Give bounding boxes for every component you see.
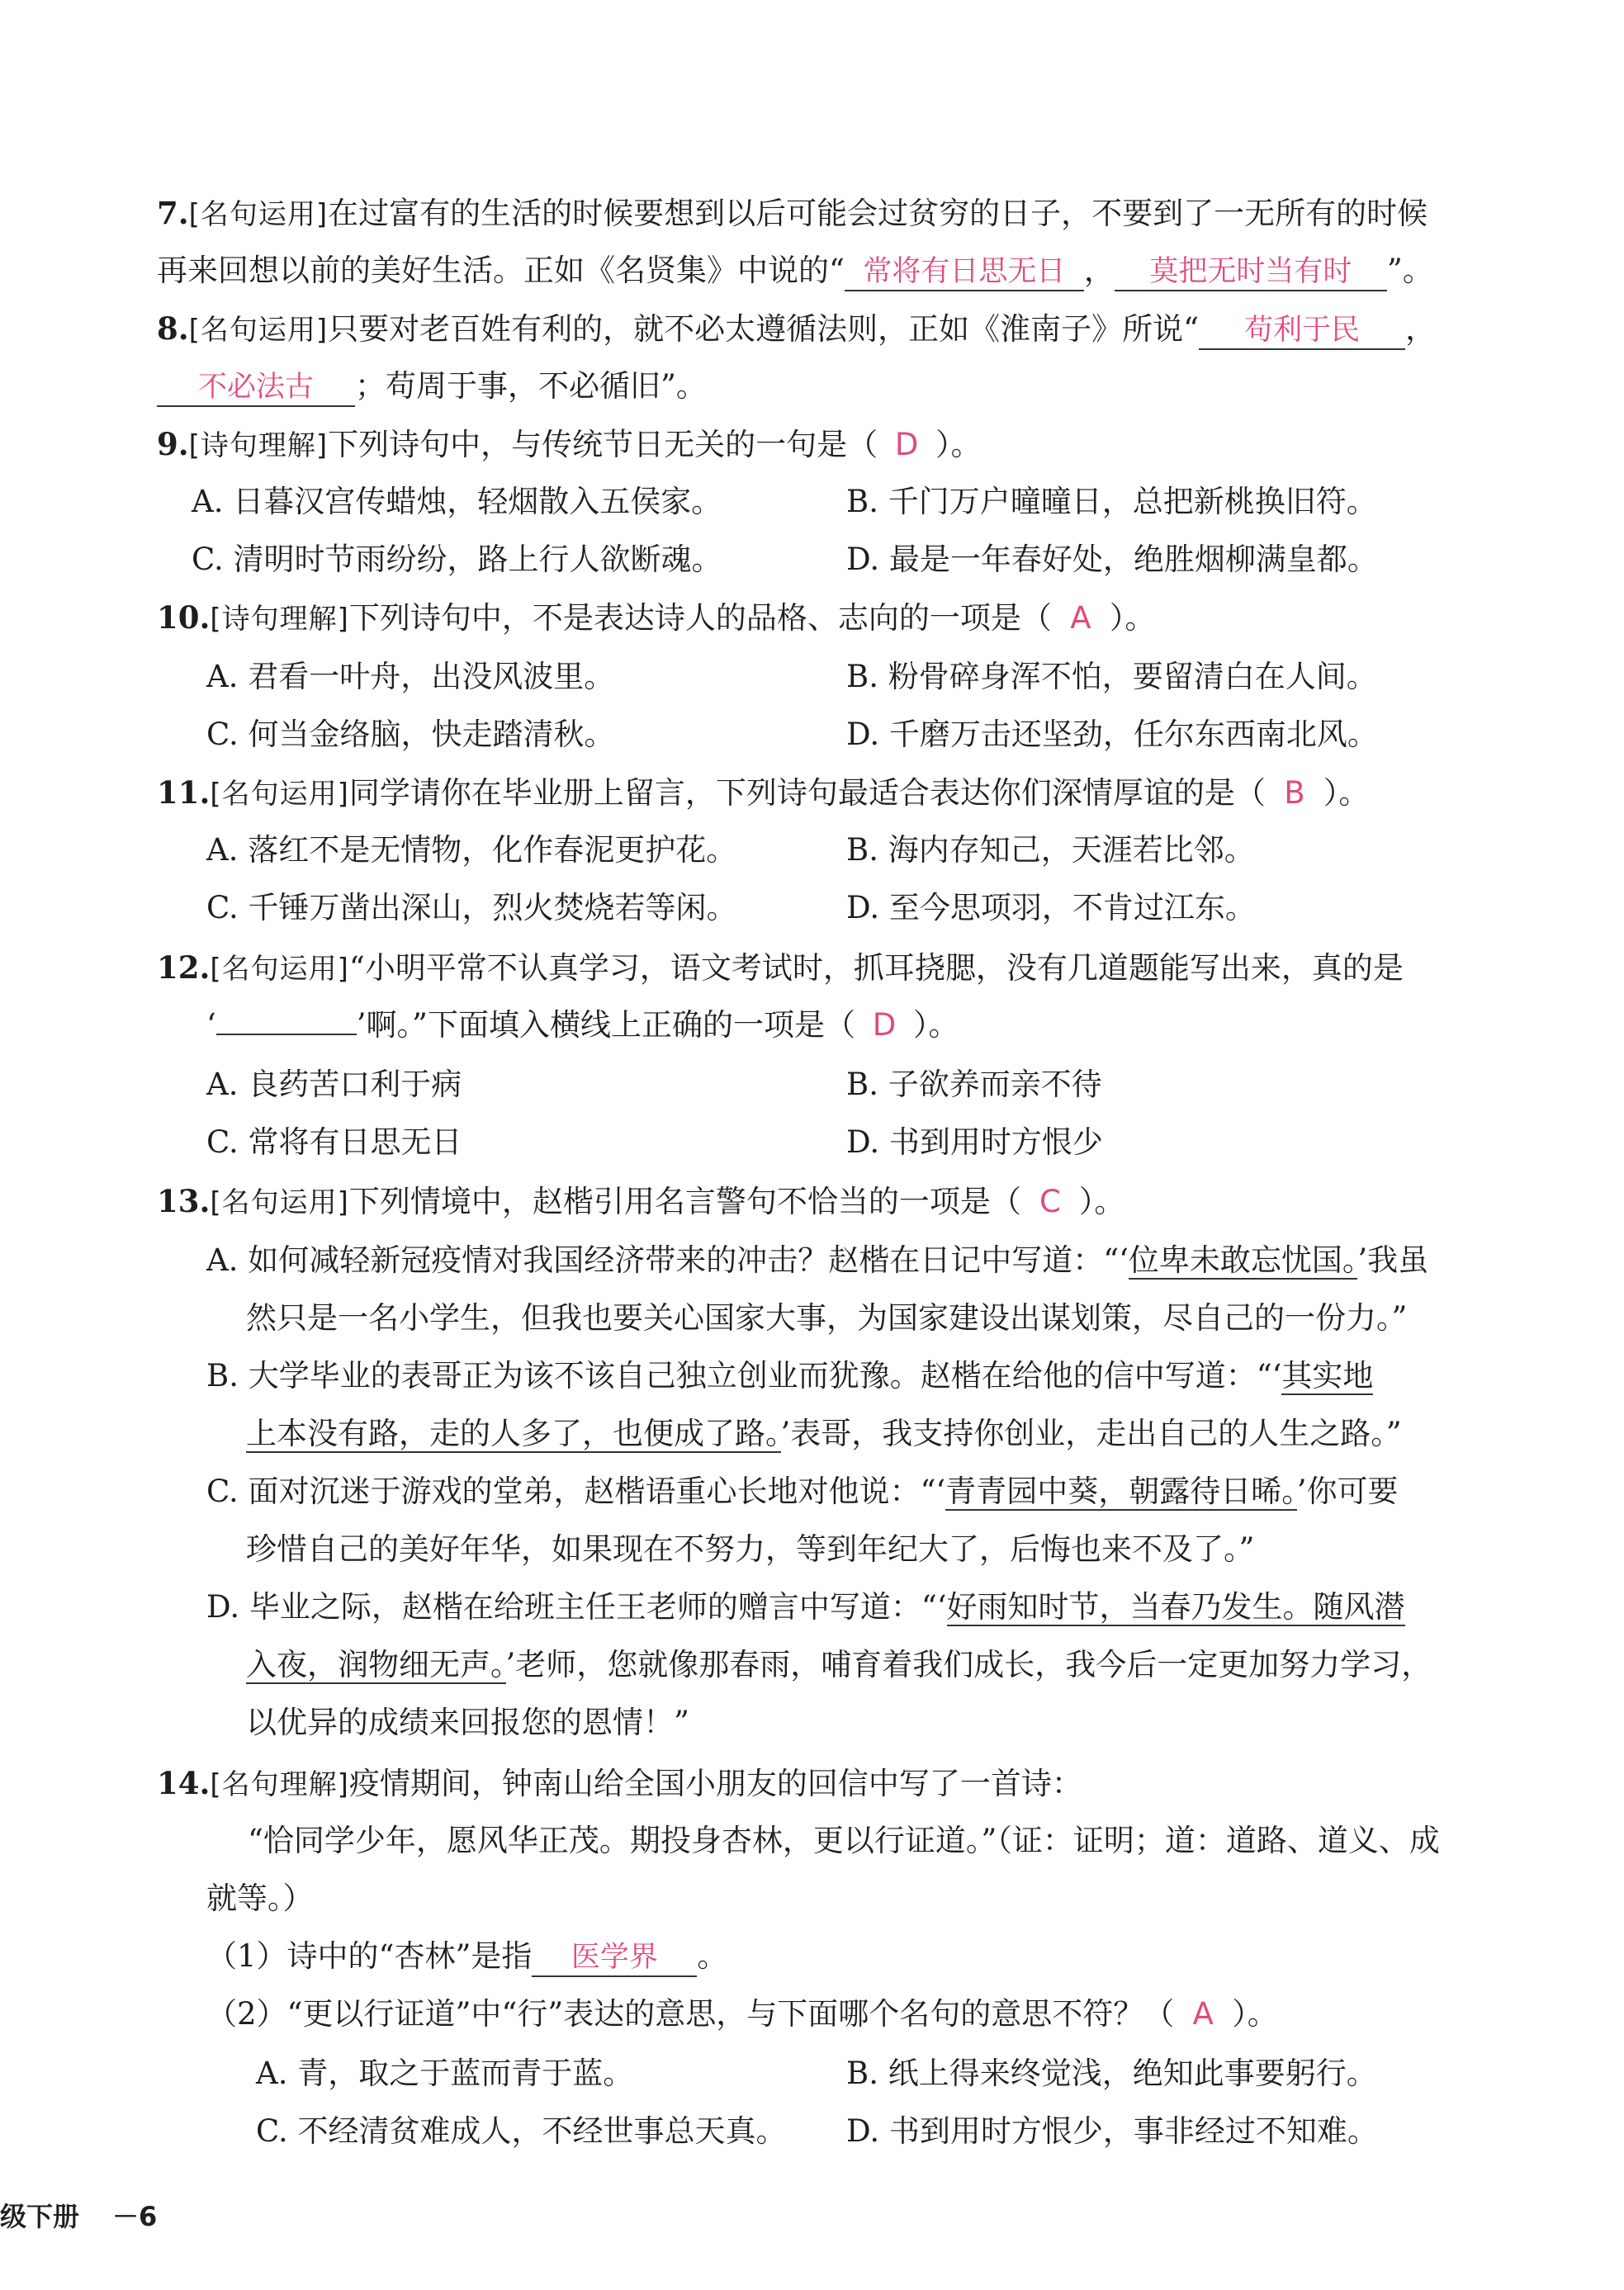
- q12-answer: D: [872, 1007, 897, 1043]
- q9-option-d: D. 最是一年春好处，绝胜烟柳满皇都。: [846, 542, 1378, 577]
- q11-tag: [名句运用]: [210, 778, 349, 811]
- q9-option-b: B. 千门万户曈曈日，总把新桃换旧符。: [846, 484, 1377, 519]
- q13-b-quote-2: 上本没有路，走的人多了，也便成了路。: [246, 1416, 781, 1451]
- q14-option-c: C. 不经清贫难成人，不经世事总天真。: [256, 2113, 787, 2149]
- q8-line1: [157, 304, 1496, 353]
- q12-blank: [216, 1034, 357, 1035]
- q14-sub2-answer: A: [1192, 1996, 1214, 2032]
- q13-a-text: A. 如何减轻新冠疫情对我国经济带来的冲击？赵楷在日记中写道：“‘: [206, 1242, 1129, 1278]
- q10-answer: A: [1070, 600, 1091, 636]
- q12-line2: [206, 1001, 1496, 1050]
- q8-text-2: ；苟周于事，不必循旧”。: [355, 368, 707, 404]
- q12-option-a: A. 良药苦口利于病: [206, 1067, 462, 1102]
- q12-option-d: D. 书到用时方恨少: [846, 1124, 1103, 1160]
- q7-end: ”。: [1386, 253, 1433, 288]
- q11-number: 11.: [157, 774, 211, 811]
- q8-answer-2: 不必法古: [157, 369, 355, 407]
- q12-end: ）。: [912, 1007, 959, 1043]
- q10-option-b: B. 粉骨碎身浑不怕，要留清白在人间。: [846, 659, 1377, 694]
- q13-option-c-line2: 珍惜自己的美好年华，如果现在不努力，等到年纪大了，后悔也来不及了。”: [246, 1531, 1255, 1567]
- q9-option-c: C. 清明时节雨纷纷，路上行人欲断魂。: [192, 542, 722, 577]
- footer-page-number: －6: [112, 2201, 158, 2232]
- q12-line1: [157, 943, 1496, 992]
- q14-stem: [157, 1758, 1496, 1808]
- q10-option-d: D. 千磨万击还坚劲，任尔东西南北风。: [846, 717, 1378, 752]
- q11-end: ）。: [1323, 775, 1370, 811]
- q7-comma: ，: [1083, 253, 1115, 288]
- q12-option-c: C. 常将有日思无日: [206, 1124, 462, 1160]
- q13-option-d-line3: 以优异的成绩来回报您的恩情！”: [246, 1705, 689, 1740]
- q14-sub2-end: ）。: [1232, 1996, 1278, 2032]
- q10-tag: [诗句理解]: [210, 603, 349, 636]
- q13-c-end: ’你可要: [1296, 1474, 1399, 1509]
- q13-end: ）。: [1078, 1184, 1125, 1219]
- q14-sub1-end: 。: [697, 1938, 728, 1974]
- q14-sub1-text: （1）诗中的“杏林”是指: [206, 1938, 533, 1974]
- q14-tag: [名句理解]: [210, 1768, 349, 1801]
- q10-number: 10.: [157, 599, 211, 636]
- q12-quote-open: ‘: [206, 1007, 216, 1043]
- q9-text: 下列诗句中，与传统节日无关的一句是（: [328, 427, 878, 462]
- q11-text: 同学请你在毕业册上留言，下列诗句最适合表达你们深情厚谊的是（: [348, 775, 1266, 811]
- q13-d-text: D. 毕业之际，赵楷在给班主任王老师的赠言中写道：“‘: [206, 1589, 947, 1625]
- q14-poem-line2: 就等。）: [206, 1881, 314, 1916]
- q8-answer-1: 苟利于民: [1199, 312, 1405, 350]
- q9-end: ）。: [935, 427, 982, 462]
- q7-text-2: 再来回想以前的美好生活。正如《名贤集》中说的“: [157, 253, 845, 288]
- q8-text: 只要对老百姓有利的，就不必太遵循法则，正如《淮南子》所说“: [328, 311, 1200, 347]
- q7-number: 7.: [157, 195, 189, 231]
- q13-option-b-line2: [246, 1409, 1496, 1459]
- q13-text: 下列情境中，赵楷引用名言警句不恰当的一项是（: [348, 1184, 1021, 1219]
- q14-sub1-answer: 医学界: [532, 1939, 697, 1977]
- q14-option-a: A. 青，取之于蓝而青于蓝。: [256, 2056, 634, 2091]
- q13-b-quote-1: 其实地: [1281, 1358, 1374, 1393]
- q8-number: 8.: [157, 310, 189, 347]
- q13-c-text: C. 面对沉迷于游戏的堂弟，赵楷语重心长地对他说：“‘: [206, 1474, 946, 1509]
- q14-poem-line1: “恰同学少年，愿风华正茂。期投身杏林，更以行证道。”（证：证明；道：道路、道义、成: [248, 1823, 1440, 1858]
- q13-a-quote: 位卑未敢忘忧国。: [1128, 1242, 1358, 1278]
- q7-line1: [157, 188, 1496, 238]
- q11-option-a: A. 落红不是无情物，化作春泥更护花。: [206, 832, 737, 868]
- q13-d-quote-2: 入夜，润物细无声。: [246, 1647, 506, 1682]
- q14-sub1: [206, 1932, 1496, 1981]
- q9-stem: [157, 419, 1496, 469]
- page-footer: [0, 2196, 190, 2234]
- q9-answer: D: [894, 427, 919, 462]
- q12-text-2: ’啊。”下面填入横线上正确的一项是（: [356, 1007, 855, 1043]
- q13-option-a-line1: [206, 1236, 1496, 1285]
- q13-option-d-line1: [206, 1583, 1496, 1632]
- q13-b-end: ’表哥，我支持你创业，走出自己的人生之路。”: [780, 1416, 1402, 1451]
- q10-end: ）。: [1109, 600, 1156, 636]
- q14-option-b: B. 纸上得来终觉浅，绝知此事要躬行。: [846, 2056, 1377, 2091]
- q7-text: 在过富有的生活的时候要想到以后可能会过贫穷的日子，不要到了一无所有的时候: [328, 196, 1428, 231]
- q13-d-end: ’老师，您就像那春雨，哺育着我们成长，我今后一定更加努力学习，: [505, 1647, 1432, 1682]
- footer-grade: 级下册: [0, 2201, 80, 2232]
- q13-option-b-line1: [206, 1351, 1496, 1401]
- q13-d-quote-1: 好雨知时节，当春乃发生。随风潜: [946, 1589, 1405, 1625]
- q14-option-d: D. 书到用时方恨少，事非经过不知难。: [846, 2113, 1378, 2149]
- q7-tag: [名句运用]: [188, 198, 329, 231]
- q10-option-c: C. 何当金络脑，快走踏清秋。: [206, 717, 615, 752]
- q8-line2: [157, 362, 1496, 411]
- q14-sub2: [206, 1990, 1496, 2039]
- q10-option-a: A. 君看一叶舟，出没风波里。: [206, 659, 615, 694]
- q12-tag: [名句运用]: [210, 953, 349, 986]
- q9-number: 9.: [157, 426, 189, 462]
- q8-tag: [名句运用]: [188, 314, 329, 347]
- q12-text: “小明平常不认真学习，语文考试时，抓耳挠腮，没有几道题能写出来，真的是: [348, 950, 1404, 986]
- q13-a-end: ’我虽: [1357, 1242, 1429, 1278]
- q12-option-b: B. 子欲养而亲不待: [846, 1067, 1102, 1102]
- q13-stem: [157, 1176, 1496, 1226]
- q9-option-a: A. 日暮汉宫传蜡烛，轻烟散入五侯家。: [192, 484, 722, 519]
- q14-text: 疫情期间，钟南山给全国小朋友的回信中写了一首诗：: [348, 1766, 1082, 1801]
- q13-c-quote: 青青园中葵，朝露待日晞。: [945, 1474, 1297, 1509]
- q11-answer: B: [1284, 775, 1305, 811]
- q7-answer-2: 莫把无时当有时: [1115, 253, 1387, 291]
- q13-number: 13.: [157, 1183, 211, 1219]
- q7-answer-1: 常将有日思无日: [845, 253, 1084, 291]
- q8-comma: ，: [1405, 311, 1437, 347]
- q13-b-text: B. 大学毕业的表哥正为该不该自己独立创业而犹豫。赵楷在给他的信中写道：“‘: [206, 1358, 1282, 1393]
- q10-stem: [157, 593, 1496, 642]
- q13-tag: [名句运用]: [210, 1186, 349, 1219]
- q12-number: 12.: [157, 949, 211, 986]
- q14-number: 14.: [157, 1765, 211, 1801]
- q11-option-d: D. 至今思项羽，不肯过江东。: [846, 890, 1256, 925]
- q13-answer: C: [1039, 1184, 1061, 1219]
- q11-option-c: C. 千锤万凿出深山，烈火焚烧若等闲。: [206, 890, 737, 925]
- q13-option-a-line2: 然只是一名小学生，但我也要关心国家大事，为国家建设出谋划策，尽自己的一份力。”: [246, 1300, 1408, 1336]
- q11-stem: [157, 768, 1496, 817]
- q14-sub2-text: （2）“更以行证道”中“行”表达的意思，与下面哪个名句的意思不符？（: [206, 1996, 1175, 2032]
- q11-option-b: B. 海内存知己，天涯若比邻。: [846, 832, 1255, 868]
- q10-text: 下列诗句中，不是表达诗人的品格、志向的一项是（: [348, 600, 1052, 636]
- q13-option-d-line2: [246, 1640, 1496, 1690]
- q7-line2: [157, 246, 1496, 296]
- q13-option-c-line1: [206, 1467, 1496, 1516]
- q9-tag: [诗句理解]: [188, 429, 329, 462]
